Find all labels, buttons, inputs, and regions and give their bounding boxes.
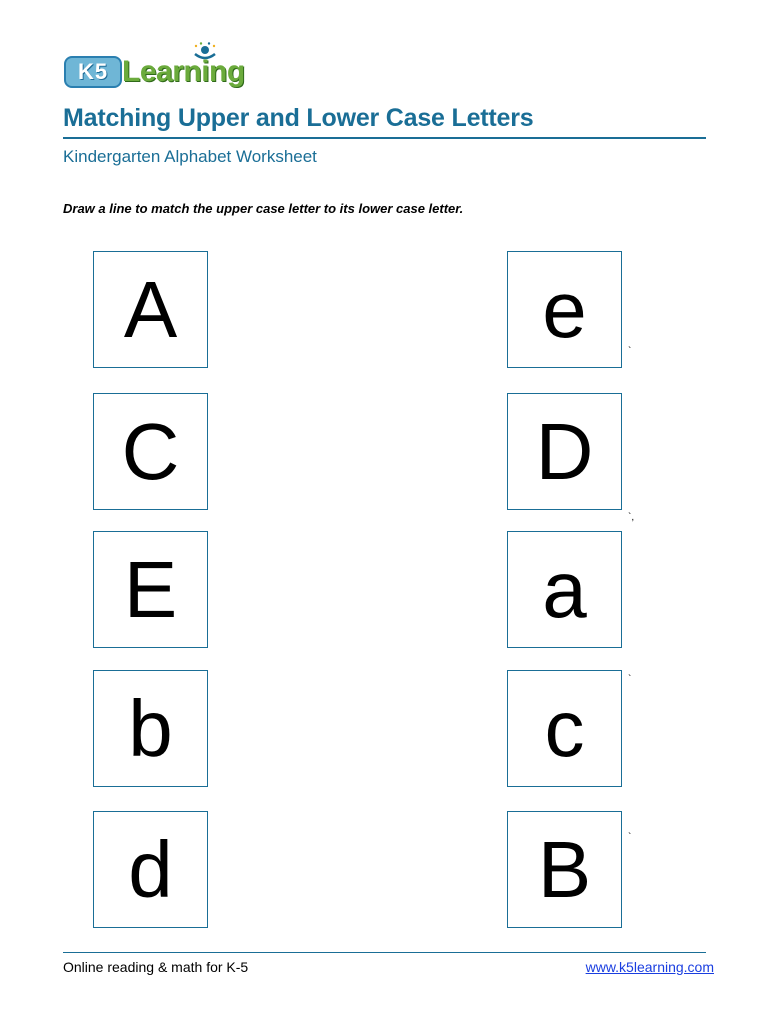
letter-right-2: D: [535, 406, 594, 496]
stray-mark: `: [628, 346, 632, 357]
k5-badge: [64, 56, 122, 88]
letter-right-4: c: [544, 683, 585, 773]
letter-right-3: a: [542, 544, 587, 634]
letter-box-right-5: [507, 811, 622, 928]
letter-box-right-2: [507, 393, 622, 510]
footer-tagline: Online reading & math for K-5: [63, 959, 249, 975]
letter-left-1: A: [123, 264, 178, 354]
letter-box-left-3: [93, 531, 208, 648]
letter-box-left-4: [93, 670, 208, 787]
person-icon: [190, 42, 220, 72]
letter-box-right-4: [507, 670, 622, 787]
page-title: Matching Upper and Lower Case Letters: [63, 104, 534, 132]
letter-right-5: B: [537, 824, 592, 914]
letter-left-4: b: [128, 683, 173, 773]
stray-mark: `: [628, 674, 632, 685]
letter-right-1: e: [542, 264, 587, 354]
title-divider: [63, 137, 706, 139]
letter-left-5: d: [128, 824, 173, 914]
footer-divider: [63, 952, 706, 953]
letter-box-left-1: [93, 251, 208, 368]
letter-box-right-1: [507, 251, 622, 368]
letter-box-left-2: [93, 393, 208, 510]
stray-mark: `,: [628, 512, 635, 523]
k5-badge-text: K5: [77, 59, 109, 84]
logo-word: Learning: [122, 55, 245, 88]
letter-left-2: C: [121, 406, 180, 496]
letter-left-3: E: [123, 544, 178, 634]
instructions-text: Draw a line to match the upper case letter to its lower case letter.: [63, 201, 464, 216]
letter-box-right-3: [507, 531, 622, 648]
letter-box-left-5: [93, 811, 208, 928]
footer-link[interactable]: www.k5learning.com: [585, 959, 714, 975]
stray-mark: `: [628, 832, 632, 843]
page-subtitle: Kindergarten Alphabet Worksheet: [63, 147, 317, 166]
k5-learning-logo: [64, 40, 254, 92]
